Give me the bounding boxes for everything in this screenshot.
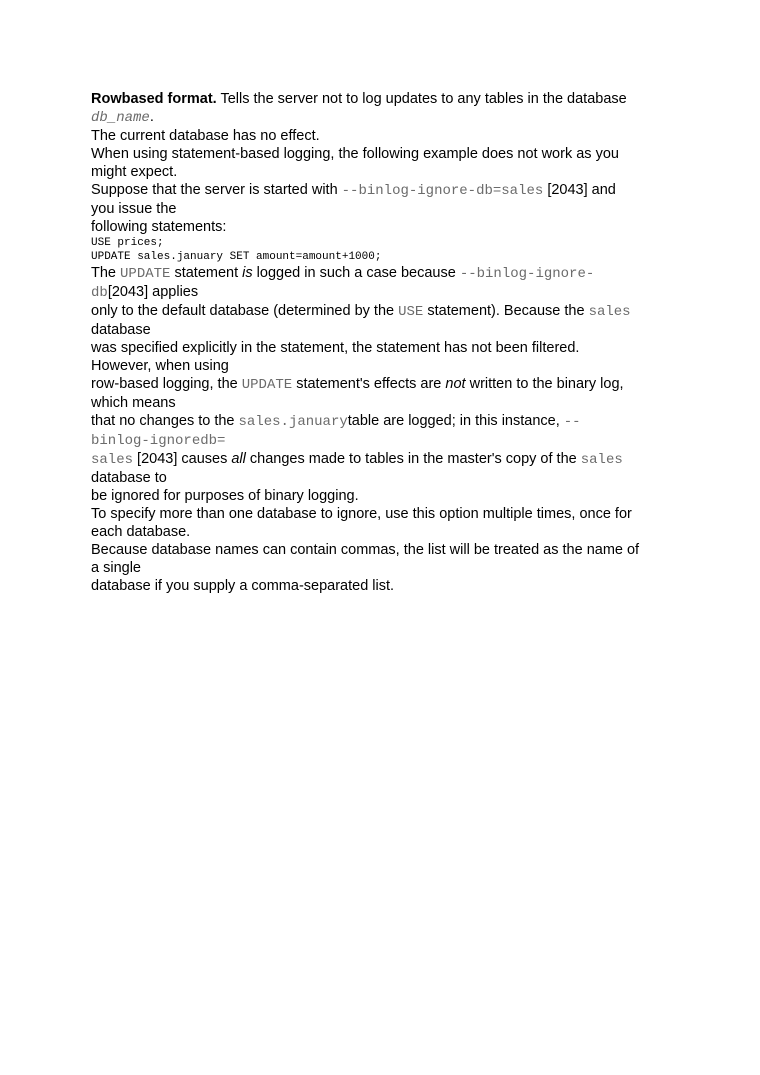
- text-fragment: logged in such a case because: [252, 265, 460, 281]
- text-fragment: [2043] applies: [107, 284, 199, 300]
- rowbased-text: Tells the server not to log updates to any tables in the database: [216, 91, 627, 107]
- use-code: USE: [398, 304, 424, 320]
- rowbased-heading: Rowbased format.: [91, 91, 217, 107]
- current-db-text: The current database has no effect.: [91, 128, 320, 144]
- update-line12: database to: [91, 470, 167, 486]
- update-line10: [91, 431, 681, 450]
- emphasis-is: is: [242, 265, 253, 281]
- text-fragment: statement). Because the: [423, 303, 589, 319]
- update-code-2: UPDATE: [241, 377, 293, 393]
- suppose-text: Suppose that the server is started with: [91, 182, 342, 198]
- commas-line1: Because database names can contain commas, the list will be treated as the name of: [91, 542, 640, 558]
- document-page: [91, 90, 681, 595]
- update-line7: [91, 375, 681, 394]
- text-fragment: The: [91, 265, 121, 281]
- suppose-line2: you issue the: [91, 201, 177, 217]
- binlog-option-code: --binlog-ignore-db=sales: [341, 183, 544, 199]
- update-line1: [91, 264, 681, 283]
- commas-line2: a single: [91, 560, 141, 576]
- period: .: [149, 109, 154, 125]
- emphasis-all: all: [231, 451, 246, 467]
- binlog-ignoredb-code: binlog-ignoredb=: [91, 433, 226, 449]
- text-fragment: [2043] causes: [133, 451, 232, 467]
- multiple-db-line2: each database.: [91, 524, 191, 540]
- update-line5: was specified explicitly in the statement, the statement has not been filtered.: [91, 340, 580, 356]
- sales-january-code: sales.january: [238, 414, 348, 430]
- update-line9: [91, 412, 681, 431]
- update-line6: However, when using: [91, 358, 229, 374]
- update-code: UPDATE: [120, 266, 171, 282]
- update-line13: be ignored for purposes of binary logging.: [91, 488, 359, 504]
- text-fragment: only to the default database (determined by the: [91, 303, 399, 319]
- commas-line3: database if you supply a comma-separated list.: [91, 578, 395, 594]
- update-line8: which means: [91, 395, 176, 411]
- code-line-1: USE prices;: [91, 237, 164, 249]
- update-line3: [91, 302, 681, 321]
- sales-code-2: sales: [91, 452, 134, 468]
- db-code: db: [91, 285, 108, 301]
- text-fragment: row-based logging, the: [91, 376, 242, 392]
- text-fragment: table are logged; in this instance,: [347, 413, 564, 429]
- db-name-code: db_name: [91, 110, 150, 126]
- sales-code: sales: [588, 304, 631, 320]
- code-line-2: UPDATE sales.january SET amount=amount+1000;: [91, 251, 382, 263]
- update-line4: database: [91, 322, 151, 338]
- paragraph-rowbased-line2: [91, 108, 681, 127]
- text-fragment: that no changes to the: [91, 413, 239, 429]
- paragraph-rowbased-line1: [91, 90, 681, 108]
- statement-based-line2: might expect.: [91, 164, 178, 180]
- binlog-ignore-code: --binlog-ignore-: [459, 266, 595, 282]
- multiple-db-line1: To specify more than one database to ignore, use this option multiple times, once for: [91, 506, 632, 522]
- text-fragment: changes made to tables in the master's copy of the: [245, 451, 581, 467]
- dash-code: --: [563, 414, 581, 430]
- text-fragment: written to the binary log,: [465, 376, 624, 392]
- text-fragment: statement: [170, 265, 243, 281]
- suppose-line3: following statements:: [91, 219, 227, 235]
- emphasis-not: not: [445, 376, 466, 392]
- sales-code-3: sales: [580, 452, 623, 468]
- text-fragment: statement's effects are: [292, 376, 446, 392]
- update-line11: [91, 450, 681, 469]
- update-line2: [91, 283, 681, 302]
- suppose-line1: [91, 181, 681, 200]
- statement-based-line1: When using statement-based logging, the following example does not work as you: [91, 146, 619, 162]
- suppose-ref: [2043] and: [543, 182, 616, 198]
